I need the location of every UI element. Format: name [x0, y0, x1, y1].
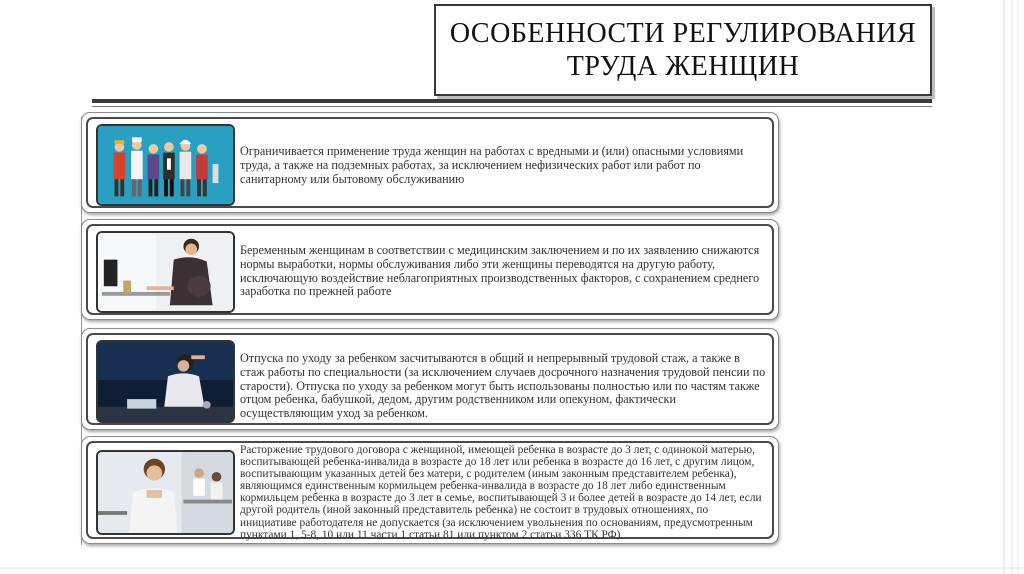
pregnant-woman-at-computer-photo-icon — [96, 231, 235, 313]
item-card-2 — [81, 219, 779, 320]
title-divider-thin — [92, 106, 932, 107]
women-workers-illustration-icon — [96, 124, 235, 206]
item-card-4 — [81, 436, 779, 544]
slide-title-box — [434, 4, 932, 96]
slide-title: ОСОБЕННОСТИ РЕГУЛИРОВАНИЯ ТРУДА ЖЕНЩИН — [449, 18, 917, 82]
item-card-frame — [86, 333, 774, 425]
item-card-3 — [81, 328, 779, 430]
item-text-2: Беременным женщинам в соответствии с медицинским заключением и по их заявлению снижаются нормы выработки, нормы обслуживания либо эти женщины переводятся на другую работу, исключающую воздействие неблагоприятных производственных факторов, с сохранением среднего заработка по прежней работе — [240, 243, 760, 299]
item-text-1: Ограничивается применение труда женщин на работах с вредными и (или) опасными условиями труда, а также на подземных работах, за исключением нефизических работ или работ по санитарному или бытовому обслуживанию — [240, 144, 744, 186]
item-card-frame — [86, 224, 774, 315]
item-card-frame — [86, 117, 774, 208]
item-text-3: Отпуска по уходу за ребенком засчитываются в общий и непрерывный трудовой стаж, а также в стаж работы по специальности (за исключением случаев досрочного назначения трудовой пенсии по старости). Отпуска по уходу за ребенком могут быть использованы полностью или по частям также отцом ребенка, бабушкой, дедом, другим родственником или опекуном, фактически осуществляющим уход за ребенком. — [240, 351, 766, 421]
item-card-frame — [86, 441, 774, 539]
item-text-4: Расторжение трудового договора с женщиной, имеющей ребенка в возрасте до 3 лет, с одинокой матерью, воспитывающей ребенка-инвалида в возрасте до 18 лет или ребенка в возрасте до 16 лет, с другим лицом, воспитывающим указанных детей без матери, с родителем (иным законным представителем ребенка), являющимся единственным кормильцем ребенка-инвалида в возрасте до 18 лет либо единственным кормильцем ребенка в возрасте до 3 лет в семье, воспитывающей 3 и более детей в возрасте до 14 лет, если другой родитель (иной законный представитель ребенка) не состоит в трудовых отношениях, по инициативе работодателя не допускается (за исключением увольнения по основаниям, предусмотренным пунктами 1, 5-8, 10 или 11 части 1 статьи 81 или пунктом 2 статьи 336 ТК РФ) — [240, 444, 762, 541]
item-card-1 — [81, 112, 779, 213]
title-divider-thick — [92, 99, 932, 103]
office-woman-photo-icon — [96, 450, 235, 535]
tired-woman-at-desk-photo-icon — [96, 340, 235, 423]
